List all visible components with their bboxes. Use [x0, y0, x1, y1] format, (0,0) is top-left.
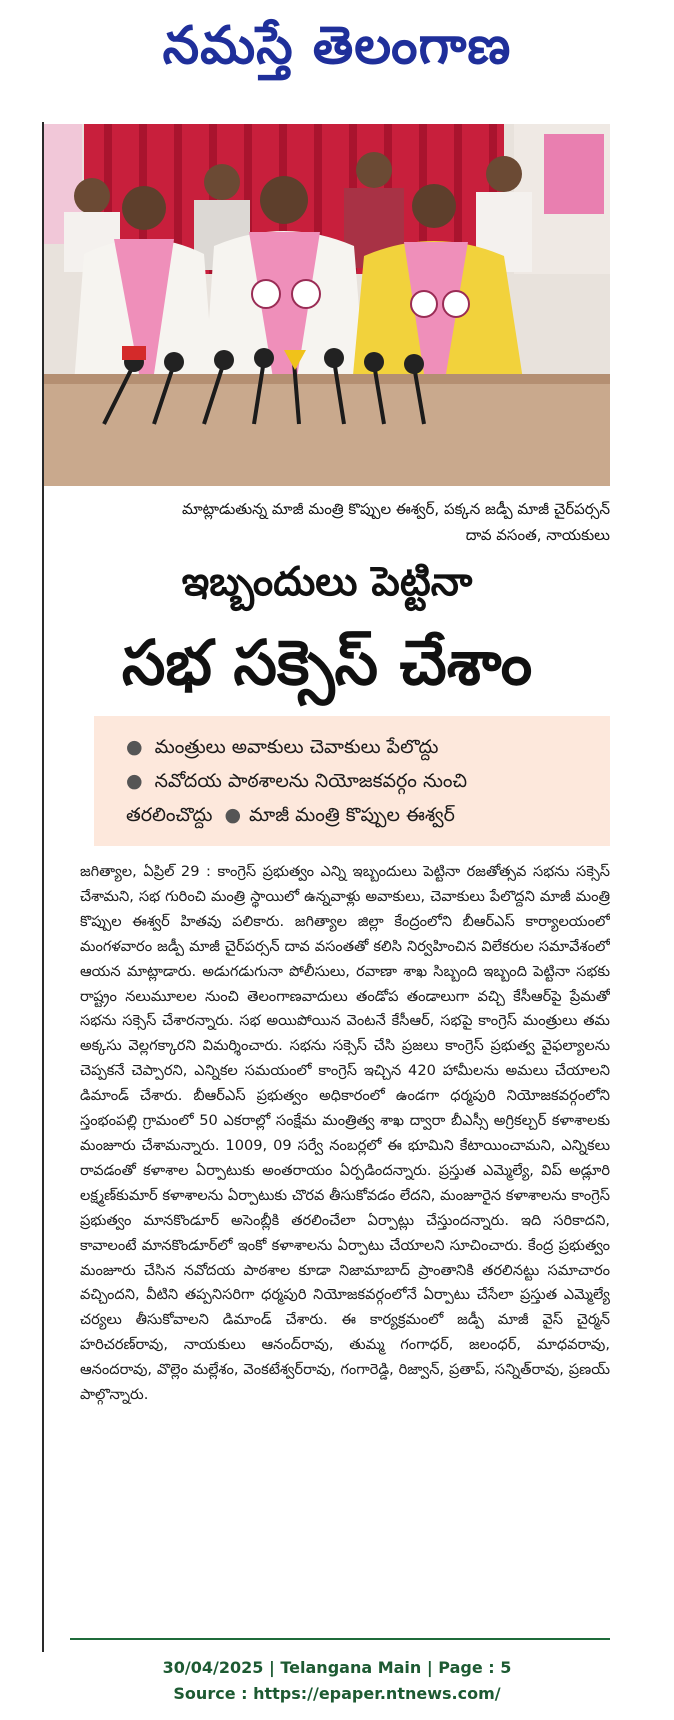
caption-line-2: దావ వసంత, నాయకులు: [465, 526, 610, 544]
highlight-item-1: [126, 730, 590, 764]
caption-line-1: మాట్లాడుతున్న మాజీ మంత్రి కొప్పుల ఈశ్వర్, పక్కన జడ్పీ మాజీ చైర్‌పర్సన్: [181, 500, 610, 518]
footer-source: Source : https://epaper.ntnews.com/: [173, 1684, 501, 1703]
highlight-text-1: మంత్రులు అవాకులు చెవాకులు పేలొద్దు: [154, 736, 439, 758]
highlight-text-3: మాజీ మంత్రి కొప్పుల ఈశ్వర్: [249, 804, 455, 826]
highlight-text-2b: తరలించొద్దు: [126, 804, 213, 826]
highlight-item-2: [126, 764, 590, 798]
article-body: జగిత్యాల, ఏప్రిల్ 29 : కాంగ్రెస్ ప్రభుత్వం ఎన్ని ఇబ్బందులు పెట్టినా రజతోత్సవ సభను సక్సెస్ చేశామని, సభ గురించి మంత్రి స్థాయిలో ఉన్నవాళ్లు అవాకులు, చెవాకులు పేలొద్దని మాజీ మంత్రి కొప్పుల ఈశ్వర్ హితవు పలికారు. జగిత్యాల జిల్లా కేంద్రంలోని బీఆర్ఎస్ కార్యాలయంలో మంగళవారం జడ్పీ మాజీ చైర్‌పర్సన్ దావ వసంతతో కలిసి నిర్వహించిన విలేకరుల సమావేశంలో ఆయన మాట్లాడారు. అడుగడుగునా పోలీసులు, రవాణా శాఖ సిబ్బంది ఇబ్బంది పెట్టినా సభకు రాష్ట్రం నలుమూలల నుంచి తెలంగాణవాదులు తండోప తండాలుగా వచ్చి కేసీఆర్‌పై ప్రేమతో సభను సక్సెస్ చేశారన్నారు. సభ అయిపోయిన వెంటనే కేసీఆర్, సభపై కాంగ్రెస్ మంత్రులు తమ అక్కసు వెల్లగక్కారని విమర్శించారు. సభను సక్సెస్ చేసి ప్రజలు కాంగ్రెస్ ప్రభుత్వ వైఫల్యాలను చెప్పకనే చెప్పారని, ఎన్నికల సమయంలో కాంగ్రెస్ ఇచ్చిన 420 హామీలను అమలు చేయాలని డిమాండ్ చేశారు. బీఆర్ఎస్ ప్రభుత్వం అధికారంలో ఉండగా ధర్మపురి నియోజకవర్గంలోని స్తంభంపల్లి గ్రామంలో 50 ఎకరాల్లో సంక్షేమ మంత్రిత్వ శాఖ ద్వారా బీఎస్సీ అగ్రికల్చర్ కళాశాలకు మంజూరు చేశామన్నారు. 1009, 09 సర్వే నంబర్లలో ఈ భూమిని కేటాయించామని, ఎన్నికలు రావడంతో కళాశాల ఏర్పాటుకు అంతరాయం ఏర్పడిందన్నారు. ప్రస్తుత ఎమ్మెల్యే, విప్ అడ్లూరి లక్ష్మణ్‌కుమార్ కళాశాలను ఏర్పాటుకు చొరవ తీసుకోవడం లేదని, మంజూరైన కళాశాలను కాంగ్రెస్ ప్రభుత్వం మానకొండూర్ అసెంబ్లీకి తరలించేలా ఏర్పాట్లు చేస్తుందన్నారు. ఇది సరికాదని, కావాలంటే మానకొండూర్‌లో ఇంకో కళాశాలను ఏర్పాటు చేయాలని సూచించారు. కేంద్ర ప్రభుత్వం మంజూరు చేసిన నవోదయ పాఠశాల కూడా నిజామాబాద్ ప్రాంతానికి తరలినట్టు సమాచారం వచ్చిందని, వీటిని తప్పనిసరిగా ధర్మపురి నియోజకవర్గంలోనే ఏర్పాటు చేసేలా ప్రస్తుత ఎమ్మెల్యే చర్యలు తీసుకోవాలని డిమాండ్ చేశారు. ఈ కార్యక్రమంలో జడ్పీ మాజీ వైస్ చైర్మన్ హరిచరణ్‌రావు, నాయకులు ఆనంద్‌రావు, తుమ్మ గంగాధర్, జలంధర్, మాధవరావు, ఆనందరావు, వొల్లెం మల్లేశం, వెంకటేశ్వర్‌రావు, గంగారెడ్డి, రిజ్వాన్, ప్రతాప్, సన్నిత్‌రావు, ప్రణయ్ పాల్గొన్నారు.: [80, 863, 610, 1404]
highlights-box: [94, 716, 610, 846]
footer-rule: [70, 1638, 610, 1640]
masthead-title: నమస్తే తెలంగాణ: [162, 15, 512, 76]
headline-main: సభ సక్సెస్ చేశాం: [121, 626, 533, 699]
photo-illustration: [44, 124, 610, 486]
bullet-icon: ●: [126, 736, 143, 758]
press-meet-photo: [44, 124, 610, 486]
highlight-text-2: నవోదయ పాఠశాలను నియోజకవర్గం నుంచి: [154, 770, 468, 792]
headline-kicker: ఇబ్బందులు పెట్టినా: [181, 559, 473, 605]
bullet-icon: ●: [224, 804, 242, 826]
bullet-icon: ●: [126, 770, 143, 792]
footer-date-page: 30/04/2025 | Telangana Main | Page : 5: [162, 1658, 512, 1677]
photo-caption: [80, 496, 610, 548]
highlight-item-3: [126, 798, 590, 832]
